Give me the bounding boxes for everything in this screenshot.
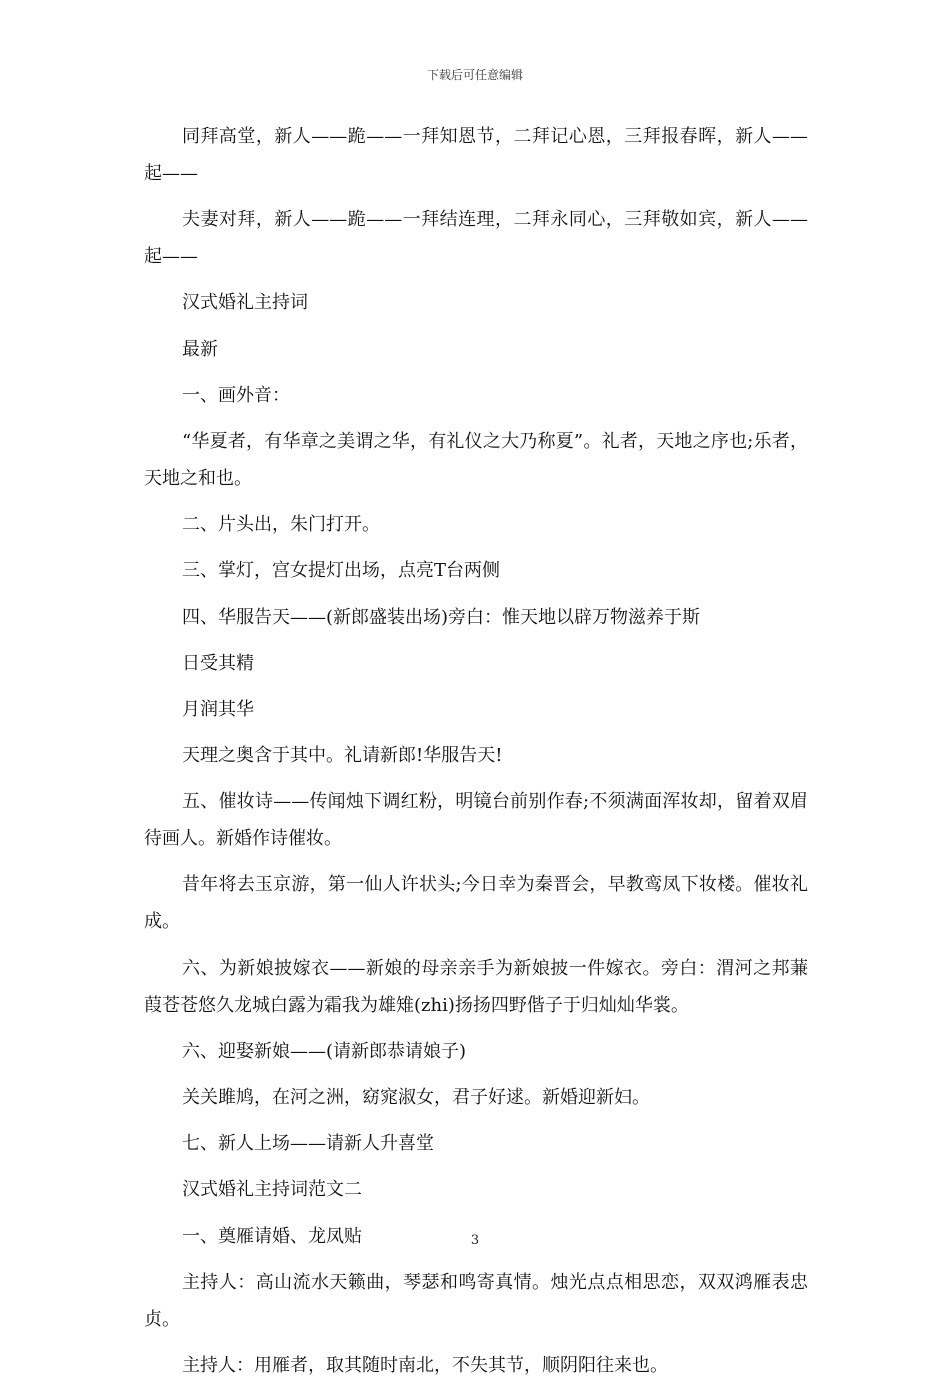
paragraph: 日受其精 xyxy=(182,652,254,674)
page-number: 3 xyxy=(470,1233,480,1248)
paragraph: 七、新人上场——请新人升喜堂 xyxy=(182,1133,434,1155)
paragraph: 汉式婚礼主持词范文二 xyxy=(182,1179,362,1201)
paragraph: 汉式婚礼主持词 xyxy=(182,292,308,314)
paragraph: 天理之奥含于其中。礼请新郎!华服告天! xyxy=(182,745,503,767)
paragraph: 五、催妆诗——传闻烛下调红粉，明镜台前别作春;不须满面浑妆却，留着双眉待画人。新婚作诗催妆。 xyxy=(144,791,808,850)
paragraph: 四、华服告天——(新郎盛装出场)旁白：惟天地以辟万物滋养于斯 xyxy=(182,606,701,628)
paragraph: 一、奠雁请婚、龙凤贴 xyxy=(182,1225,362,1247)
paragraph: 六、迎娶新娘——(请新郎恭请娘子) xyxy=(182,1040,467,1062)
paragraph: 一、画外音： xyxy=(182,384,290,406)
paragraph: 二、片头出，朱门打开。 xyxy=(182,514,380,536)
paragraph: 三、掌灯，宫女提灯出场，点亮T台两侧 xyxy=(182,560,501,582)
paragraph: 月润其华 xyxy=(182,698,254,720)
paragraph: 主持人：高山流水天籁曲，琴瑟和鸣寄真情。烛光点点相思恋，双双鸿雁表忠贞。 xyxy=(144,1271,808,1330)
paragraph: 六、为新娘披嫁衣——新娘的母亲亲手为新娘披一件嫁衣。旁白：渭河之邦蒹葭苍苍悠久龙城白露为霜我为雄雉(zhi)扬扬四野偕子于归灿灿华裳。 xyxy=(144,957,808,1016)
paragraph: 关关雎鸠，在河之洲，窈窕淑女，君子好逑。新婚迎新妇。 xyxy=(182,1087,650,1108)
paragraph: 最新 xyxy=(182,338,218,360)
paragraph: “华夏者，有华章之美谓之华，有礼仪之大乃称夏”。礼者，天地之序也;乐者，天地之和也。 xyxy=(144,430,808,489)
paragraph: 夫妻对拜，新人——跪——一拜结连理，二拜永同心，三拜敬如宾，新人——起—— xyxy=(144,209,808,268)
paragraph: 昔年将去玉京游，第一仙人许状头;今日幸为秦晋会，早教鸾凤下妆楼。催妆礼成。 xyxy=(144,874,808,933)
paragraph: 同拜高堂，新人——跪——一拜知恩节，二拜记心恩，三拜报春晖，新人——起—— xyxy=(144,126,808,184)
page-header: 下载后可任意编辑 xyxy=(426,68,523,82)
paragraph: 主持人：用雁者，取其随时南北，不失其节，顺阴阳往来也。 xyxy=(182,1354,668,1376)
body-text xyxy=(144,118,808,1393)
